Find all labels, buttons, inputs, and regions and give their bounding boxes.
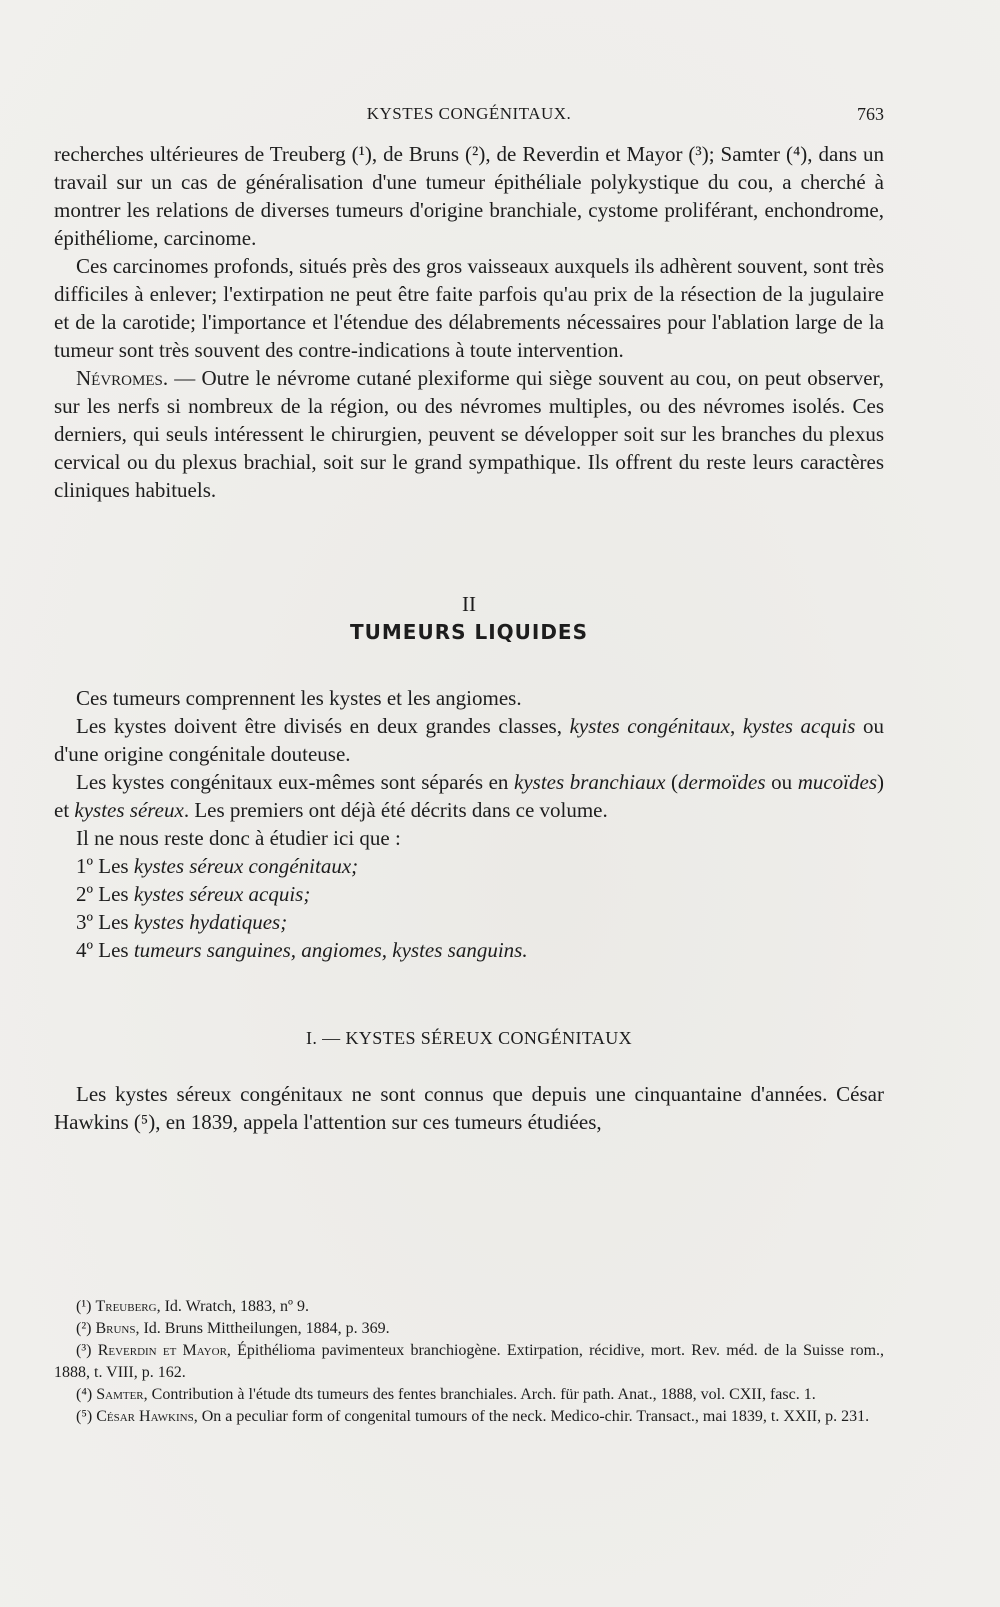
footnote-4 [54, 1384, 884, 1406]
text-span: ou [765, 770, 798, 794]
footnote-3 [54, 1340, 884, 1384]
text-span: , [729, 714, 743, 738]
footnote-marker: (⁴) [76, 1386, 97, 1403]
page-number: 763 [857, 104, 884, 124]
footnote-marker: (²) [76, 1320, 96, 1337]
list-item [54, 880, 884, 908]
list-number: 2º Les [76, 882, 134, 906]
footnote-author: César Hawkins [96, 1408, 194, 1425]
footnote-text: , On a peculiar form of congenital tumours of the neck. Medico-chir. Transact., mai 1839, t. XXII, p. 231. [193, 1408, 870, 1425]
footnote-author: Treuberg [95, 1298, 157, 1315]
text-span: ( [665, 770, 678, 794]
paragraph-nevromes [54, 364, 884, 504]
text-span: Les kystes doivent être divisés en deux grandes classes, [76, 714, 570, 738]
footnote-5 [54, 1406, 884, 1428]
page-header [54, 104, 884, 130]
italic-term: dermoïdes [678, 770, 766, 794]
paragraph-hawkins: Les kystes séreux congénitaux ne sont connus que depuis une cinquantaine d'années. César Hawkins (⁵), en 1839, appela l'attention sur ces tumeurs étudiées, [54, 1082, 884, 1134]
footnote-marker: (⁵) [76, 1408, 97, 1425]
list-text: kystes hydatiques; [133, 910, 288, 934]
list-item [54, 908, 884, 936]
list-number: 3º Les [76, 910, 134, 934]
paragraph-carcinomes: Ces carcinomes profonds, situés près des gros vaisseaux auxquels ils adhèrent souvent, sont très difficiles à enlever; l'extirpation ne peut être faite parfois qu'au prix de la résection de la jugulaire et de la carotide; l'importance et l'étendue des délabrements nécessaires pour l'ablation large de la tumeur sont très souvent des contre-indications à toute intervention. [54, 254, 884, 362]
paragraph-continuation: recherches ultérieures de Treuberg (¹), de Bruns (²), de Reverdin et Mayor (³); Samter (⁴), dans un travail sur un cas de généralisation d'une tumeur épithéliale polykystique du cou, a cherché à montrer les relations de diverses tumeurs d'origine branchiale, cystome proliférant, enchondrome, épithéliome, carcinome. [54, 142, 884, 250]
nevromes-text: — Outre le névrome cutané plexiforme qui siège souvent au cou, on peut observer, sur les nerfs si nombreux de la région, ou des névromes multiples, ou des névromes isolés. Ces derniers, qui seuls intéressent le chirurgien, peuvent se développer soit sur les branches du plexus cervical ou du plexus brachial, soit sur le grand sympathique. Ils offrent du reste leurs caractères cliniques habituels. [54, 366, 884, 502]
list-text: tumeurs sanguines, angiomes, kystes sanguins. [133, 938, 528, 962]
italic-term: kystes congénitaux [569, 714, 730, 738]
italic-term: mucoïdes [797, 770, 878, 794]
section-number: II [462, 592, 476, 616]
text-span: Les kystes congénitaux eux-mêmes sont séparés en [76, 770, 515, 794]
text-span: . Les premiers ont déjà été décrits dans ce volume. [183, 798, 608, 822]
paragraph-tumeurs: Ces tumeurs comprennent les kystes et les angiomes. [76, 686, 522, 710]
footnote-author: Samter [96, 1386, 144, 1403]
paragraph-congenitaux [54, 768, 884, 824]
footnote-text: , Id. Wratch, 1883, nº 9. [156, 1298, 310, 1315]
running-head: KYSTES CONGÉNITAUX. [366, 104, 572, 123]
list-number: 4º Les [76, 938, 134, 962]
nevromes-heading: Névromes. [76, 366, 169, 390]
list-text: kystes séreux congénitaux; [133, 854, 359, 878]
footnote-marker: (³) [76, 1342, 98, 1359]
italic-term: kystes acquis [742, 714, 856, 738]
section-title: TUMEURS LIQUIDES [350, 620, 588, 644]
italic-term: kystes séreux [74, 798, 184, 822]
footnote-author: Reverdin et Mayor [97, 1342, 227, 1359]
list-text: kystes séreux acquis; [133, 882, 311, 906]
footnote-text: , Contribution à l'étude dts tumeurs des fentes branchiales. Arch. für path. Anat., 1888, vol. CXII, fasc. 1. [143, 1386, 816, 1403]
list-number: 1º Les [76, 854, 134, 878]
list-item [54, 936, 884, 964]
footnote-text: , Épithélioma pavimenteux branchiogène. Extirpation, récidive, mort. Rev. méd. de la Suisse rom., 1888, t. VIII, p. 162. [54, 1342, 885, 1381]
text-span: ) et [54, 770, 885, 822]
list-item [54, 852, 884, 880]
subsection-title: I. — KYSTES SÉREUX CONGÉNITAUX [305, 1028, 633, 1048]
main-text [54, 140, 884, 1136]
footnotes [54, 1296, 884, 1428]
footnote-text: , Id. Bruns Mittheilungen, 1884, p. 369. [135, 1320, 390, 1337]
italic-term: kystes branchiaux [514, 770, 666, 794]
text-span: ou d'une origine congénitale douteuse. [54, 714, 884, 766]
paragraph-etudier: Il ne nous reste donc à étudier ici que : [76, 826, 401, 850]
paragraph-classes [54, 712, 884, 768]
footnote-marker: (¹) [76, 1298, 96, 1315]
footnote-2 [54, 1318, 884, 1340]
footnote-author: Bruns [95, 1320, 136, 1337]
footnote-1 [54, 1296, 884, 1318]
